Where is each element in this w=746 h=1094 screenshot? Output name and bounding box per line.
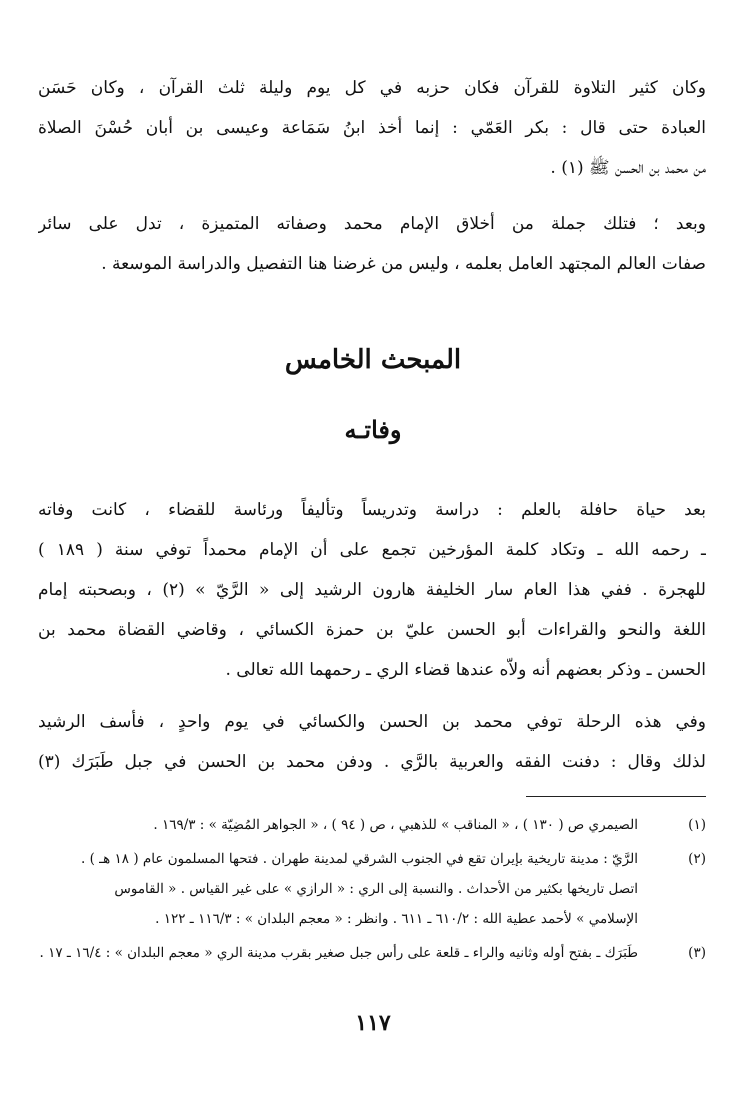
footnote-1-number: (١)	[688, 817, 706, 833]
footnote-separator	[526, 796, 706, 797]
paragraph-4-line-2: لذلك وقال : دفنت الفقه والعربية بالرَّي . ودفن محمد بن الحسن في جبل طَبَرَك (٣)	[38, 752, 706, 772]
page-number: ١١٧	[355, 1010, 391, 1036]
paragraph-2-line-2: صفات العالم المجتهد العامل بعلمه ، وليس من غرضنا هنا التفصيل والدراسة الموسعة .	[101, 254, 706, 274]
footnote-3-text: طَبَرَك ـ بفتح أوله وثانيه والراء ـ قلعة على رأس جبل صغير بقرب مدينة الري « معجم البلدان » : ١٦/٤ ـ ١٧ .	[39, 945, 638, 961]
paragraph-4-line-1: وفي هذه الرحلة توفي محمد بن الحسن والكسائي في يوم واحدٍ ، فأسف الرشيد	[38, 712, 706, 732]
footnote-2-text-line-1: الرَّيّ : مدينة تاريخية بإيران تقع في الجنوب الشرقي لمدينة طهران . فتحها المسلمون عام ( ١٨ هـ ) .	[81, 851, 638, 867]
footnote-3-number: (٣)	[688, 945, 706, 961]
footnote-2	[38, 846, 706, 872]
paragraph-2-line-1: وبعد ؛ فتلك جملة من أخلاق الإمام محمد وصفاته المتميزة ، تدل على سائر	[38, 214, 706, 234]
footnote-2-number: (٢)	[688, 851, 706, 867]
footnote-2-text-line-2: اتصل تاريخها بكثير من الأحداث . والنسبة إلى الري : « الرازي » على غير القياس . « القاموس	[114, 881, 638, 897]
paragraph-3-line-1: بعد حياة حافلة بالعلم : دراسة وتدريساً وتأليفاً ورئاسة للقضاء ، كانت وفاته	[38, 500, 706, 520]
footnote-3	[38, 940, 706, 966]
footnote-2-text-line-3: الإسلامي » لأحمد عطية الله : ٦١٠/٢ ـ ٦١١ . وانظر : « معجم البلدان » : ١١٦/٣ ـ ١٢٢ .	[155, 911, 638, 927]
footnote-1	[38, 812, 706, 838]
paragraph-3-line-4: اللغة والنحو والقراءات أبو الحسن عليّ بن حمزة الكسائي ، وقاضي القضاة محمد بن	[38, 620, 706, 640]
paragraph-1-line-3: من محمد بن الحسن ﷺ (١) .	[550, 158, 706, 178]
paragraph-3-line-3: للهجرة . ففي هذا العام سار الخليفة هارون الرشيد إلى « الرَّيّ » (٢) ، وبصحبته إمام	[38, 580, 706, 600]
paragraph-3-line-5: الحسن ـ وذكر بعضهم أنه ولاّه عندها قضاء الري ـ رحمهما الله تعالى .	[225, 660, 706, 680]
paragraph-3-line-2: ـ رحمه الله ـ وتكاد كلمة المؤرخين تجمع على أن الإمام محمداً توفي سنة ( ١٨٩ )	[38, 540, 706, 560]
paragraph-1-line-1: وكان كثير التلاوة للقرآن فكان حزبه في كل يوم وليلة ثلث القرآن ، وكان حَسَن	[38, 78, 706, 98]
paragraph-1-line-2: العبادة حتى قال : بكر العَمّي : إنما أخذ ابنُ سَمَاعة وعيسى بن أبان حُسْنَ الصلاة	[38, 118, 706, 138]
footnote-1-text: الصيمري ص ( ١٣٠ ) ، « المناقب » للذهبي ، ص ( ٩٤ ) ، « الجواهر المُضِيّة » : ١٦٩/٣ .	[153, 817, 638, 833]
section-subtitle: وفاتـه	[344, 415, 402, 444]
section-title: المبحث الخامس	[284, 345, 462, 375]
